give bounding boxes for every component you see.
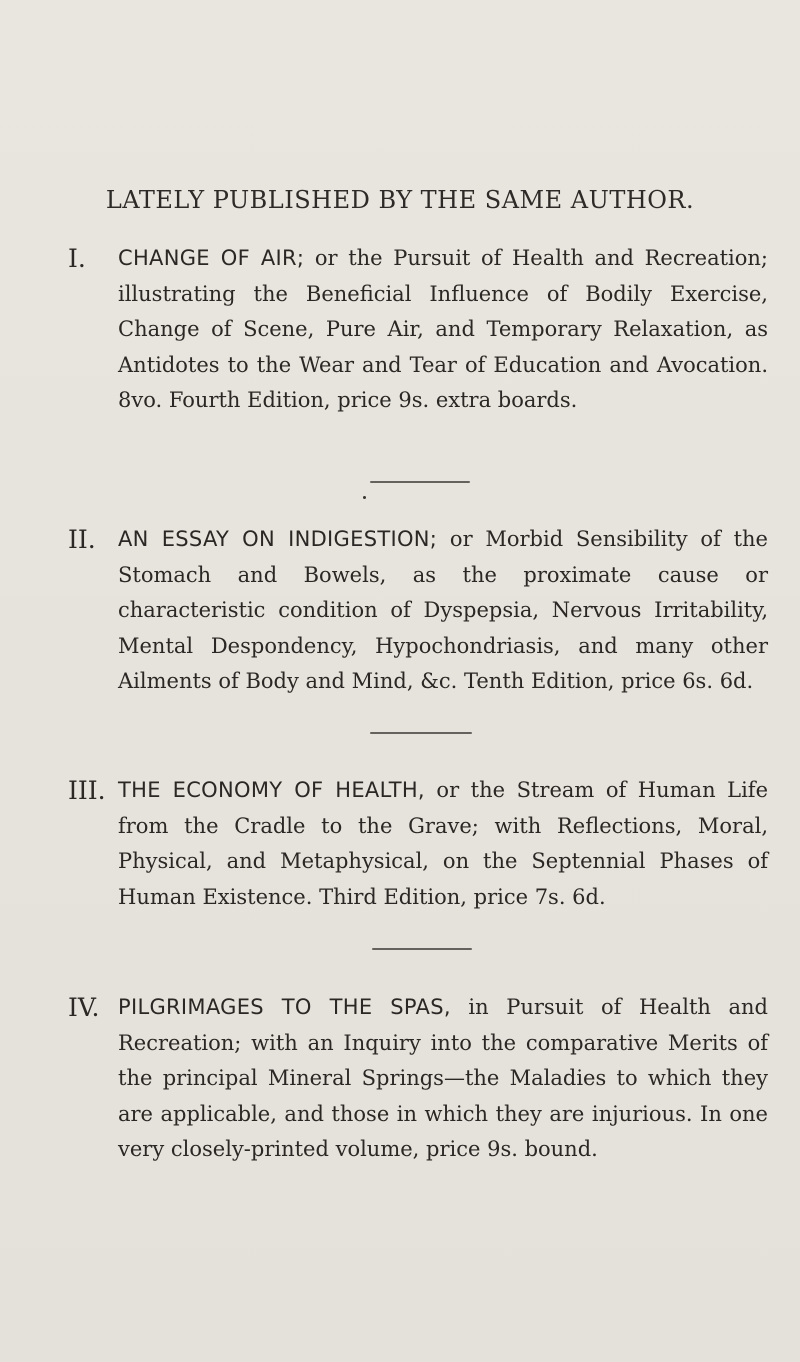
entry-2-title: AN ESSAY ON INDIGESTION; — [118, 527, 438, 551]
entry-1-text: or the Pursuit of Health and Recreation; illustrating the Beneficial Influence of Bodily Exercise, Change of Scene, Pure Air, and Temporary Relaxation, as Antidotes to the Wear and Tear of Education and Avocation. 8vo. Fourth Edition, price 9s. extra boards. — [118, 246, 768, 412]
entry-3 — [118, 773, 768, 915]
ink-speck — [363, 496, 366, 499]
entry-3-title: THE ECONOMY OF HEALTH, — [118, 778, 425, 802]
entry-4-numeral: IV. — [68, 993, 100, 1022]
entry-2-text: or Morbid Sensibility of the Stomach and Bowels, as the proximate cause or characteristic condition of Dyspepsia, Nervous Irritability, Mental Despondency, Hypochondriasis, and many other Ailments of Body and Mind, &c. Tenth Edition, price 6s. 6d. — [118, 527, 768, 693]
separator-rule-1 — [370, 481, 470, 483]
page-heading: LATELY PUBLISHED BY THE SAME AUTHOR. — [105, 186, 695, 214]
entry-1 — [118, 241, 768, 419]
entry-3-numeral: III. — [68, 776, 106, 805]
separator-rule-3 — [372, 948, 472, 950]
entry-4-title: PILGRIMAGES TO THE SPAS, — [118, 995, 451, 1019]
entry-3-text: or the Stream of Human Life from the Cradle to the Grave; with Reflections, Moral, Physical, and Metaphysical, on the Septennial Phases of Human Existence. Third Edition, price 7s. 6d. — [118, 778, 768, 909]
entry-1-title: CHANGE OF AIR; — [118, 246, 305, 270]
entry-1-numeral: I. — [68, 244, 86, 273]
entry-2-numeral: II. — [68, 525, 96, 554]
entry-2 — [118, 522, 768, 700]
entry-4 — [118, 990, 768, 1168]
separator-rule-2 — [370, 732, 472, 734]
entry-4-text: in Pursuit of Health and Recreation; with an Inquiry into the comparative Merits of the principal Mineral Springs—the Maladies to which they are applicable, and those in which they are injurious. In one very closely-printed volume, price 9s. bound. — [118, 995, 768, 1161]
